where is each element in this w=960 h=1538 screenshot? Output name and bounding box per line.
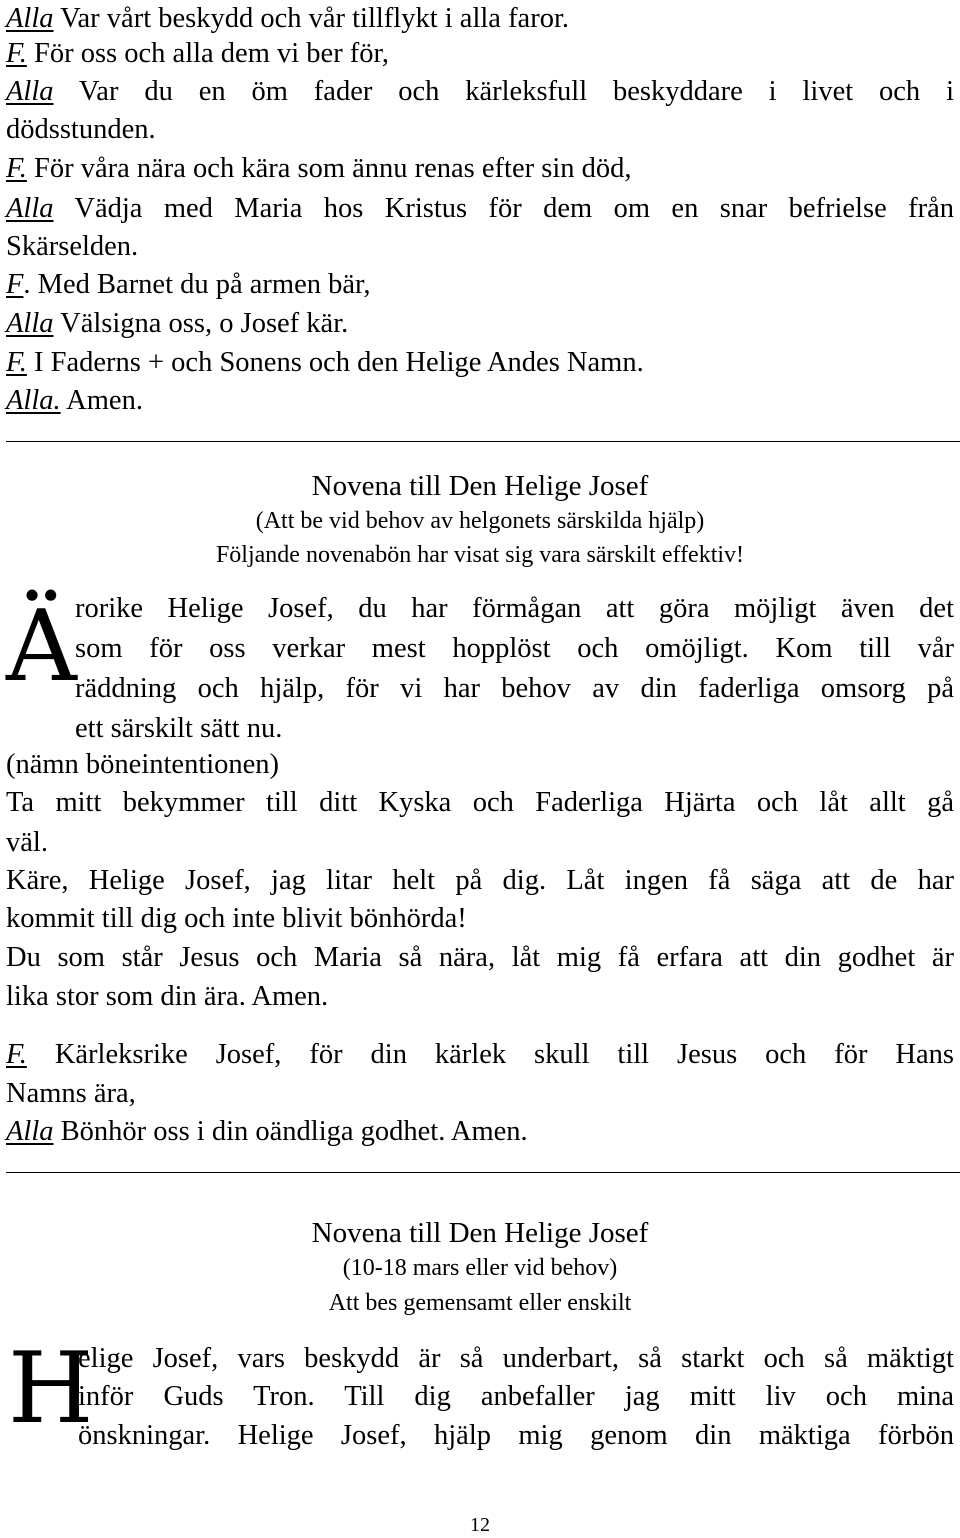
section-title: Novena till Den Helige Josef bbox=[311, 1217, 649, 1249]
prayer-line: rorike Helige Josef, du har förmågan att göra möjligt även det bbox=[75, 593, 954, 624]
role-label: Alla bbox=[6, 308, 54, 339]
prayer-text: Kärleksrike Josef, för din kärlek skull till Jesus och för Hans bbox=[26, 1039, 954, 1070]
role-label: F. bbox=[6, 1039, 27, 1070]
prayer-text: För oss och alla dem vi ber för, bbox=[26, 38, 390, 69]
prayer-text: Var vårt beskydd och vår tillflykt i alla faror. bbox=[53, 3, 569, 34]
section-divider bbox=[6, 441, 960, 442]
section-title: Novena till Den Helige Josef bbox=[311, 470, 649, 502]
role-label: F. bbox=[6, 347, 27, 378]
prayer-line: kommit till dig och inte blivit bönhörda! bbox=[6, 903, 467, 934]
prayer-line: Namns ära, bbox=[6, 1078, 136, 1109]
prayer-text: Bönhör oss i din oändliga godhet. Amen. bbox=[53, 1116, 528, 1147]
prayer-line bbox=[6, 382, 143, 420]
role-label: F bbox=[6, 269, 24, 300]
page-number: 12 bbox=[470, 1514, 490, 1536]
drop-cap: Ä bbox=[6, 590, 77, 704]
prayer-text: Var du en öm fader och kärleksfull beskyddare i livet och i bbox=[53, 76, 954, 107]
section-note: Följande novenabön har visat sig vara särskilt effektiv! bbox=[215, 542, 745, 568]
role-label: F. bbox=[6, 38, 27, 69]
prayer-text: För våra nära och kära som ännu renas efter sin död, bbox=[26, 153, 632, 184]
section-subtitle: (Att be vid behov av helgonets särskilda hjälp) bbox=[255, 508, 705, 534]
prayer-line: inför Guds Tron. Till dig anbefaller jag mitt liv och mina bbox=[78, 1381, 954, 1412]
prayer-text: Amen. bbox=[60, 385, 143, 416]
prayer-text: . Med Barnet du på armen bär, bbox=[23, 269, 371, 300]
prayer-text: Vädja med Maria hos Kristus för dem om en snar befrielse från bbox=[53, 193, 954, 224]
section-subtitle: (10-18 mars eller vid behov) bbox=[342, 1255, 618, 1281]
prayer-line bbox=[6, 1036, 954, 1074]
prayer-line: önskningar. Helige Josef, hjälp mig genom din mäktiga förbön bbox=[78, 1420, 954, 1451]
section-divider bbox=[6, 1172, 960, 1173]
prayer-line: räddning och hjälp, för vi har behov av din faderliga omsorg på bbox=[75, 673, 954, 704]
role-label: Alla bbox=[6, 3, 54, 34]
prayer-line bbox=[6, 190, 954, 228]
prayer-line: dödsstunden. bbox=[6, 114, 156, 145]
prayer-line bbox=[6, 266, 371, 304]
prayer-text: Välsigna oss, o Josef kär. bbox=[53, 308, 349, 339]
intention-note: (nämn böneintentionen) bbox=[6, 749, 280, 780]
prayer-line bbox=[6, 1113, 528, 1151]
prayer-line bbox=[6, 35, 389, 73]
prayer-line: Käre, Helige Josef, jag litar helt på dig. Låt ingen få säga att de har bbox=[6, 865, 954, 896]
drop-cap: H bbox=[8, 1332, 94, 1446]
prayer-line: ett särskilt sätt nu. bbox=[75, 713, 283, 744]
role-label: Alla bbox=[6, 76, 54, 107]
role-label: Alla. bbox=[6, 385, 61, 416]
section-note: Att bes gemensamt eller enskilt bbox=[328, 1290, 632, 1316]
prayer-line: som för oss verkar mest hopplöst och omöjligt. Kom till vår bbox=[75, 633, 954, 664]
role-label: Alla bbox=[6, 193, 54, 224]
prayer-line bbox=[6, 150, 631, 188]
prayer-line bbox=[6, 73, 954, 111]
prayer-line: elige Josef, vars beskydd är så underbart, så starkt och så mäktigt bbox=[78, 1343, 954, 1374]
prayer-line bbox=[6, 305, 348, 343]
prayer-line: Du som står Jesus och Maria så nära, låt mig få erfara att din godhet är bbox=[6, 942, 954, 973]
prayer-line bbox=[6, 0, 569, 38]
prayer-line: Ta mitt bekymmer till ditt Kyska och Faderliga Hjärta och låt allt gå bbox=[6, 787, 954, 818]
prayer-line: väl. bbox=[6, 827, 48, 858]
prayer-text: I Faderns + och Sonens och den Helige Andes Namn. bbox=[26, 347, 644, 378]
prayer-line bbox=[6, 344, 644, 382]
prayer-line: Skärselden. bbox=[6, 231, 139, 262]
role-label: Alla bbox=[6, 1116, 54, 1147]
prayer-line: lika stor som din ära. Amen. bbox=[6, 981, 329, 1012]
role-label: F. bbox=[6, 153, 27, 184]
